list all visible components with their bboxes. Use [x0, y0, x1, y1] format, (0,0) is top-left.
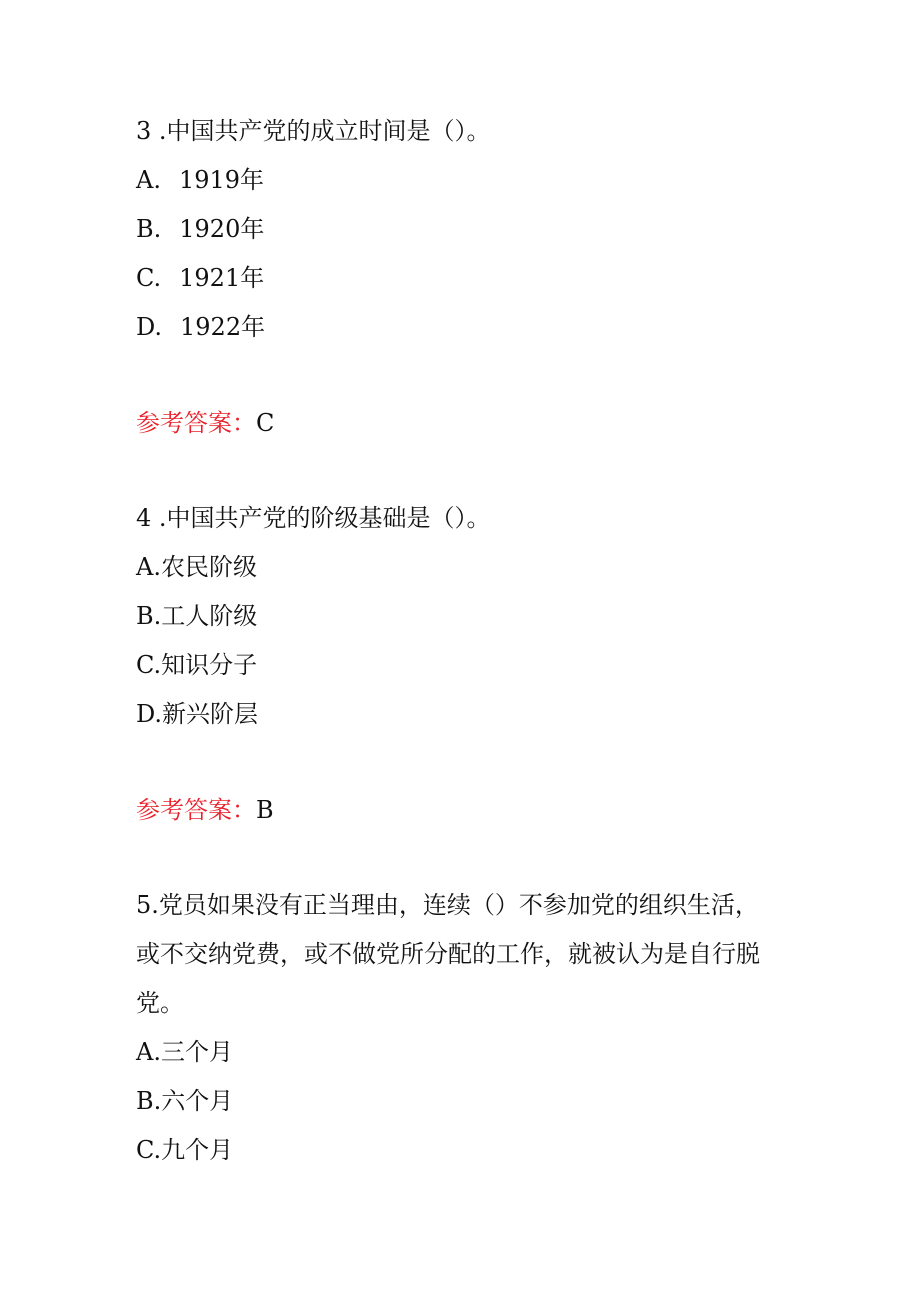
- option-letter: C.: [136, 651, 162, 679]
- question-5-option-a: [136, 1037, 233, 1067]
- question-5-stem-line-3: 党。: [136, 989, 184, 1017]
- question-3-stem: 3 .中国共产党的成立时间是（）。: [136, 117, 491, 145]
- option-letter: B.: [136, 215, 162, 243]
- question-4-stem: 4 .中国共产党的阶级基础是（）。: [136, 504, 491, 532]
- option-text: 六个月: [161, 1087, 234, 1115]
- question-3-option-b: [136, 214, 264, 244]
- answer-value: B: [256, 796, 274, 824]
- answer-value: C: [256, 409, 275, 437]
- question-3-option-d: [136, 312, 265, 342]
- question-5-stem-line-1: 5.党员如果没有正当理由，连续（）不参加党的组织生活，: [136, 891, 759, 919]
- option-letter: D.: [136, 700, 163, 728]
- option-letter: B.: [136, 602, 162, 630]
- question-3-option-a: [136, 165, 264, 195]
- option-text: 1922年: [180, 313, 266, 341]
- question-3-answer: [136, 408, 274, 438]
- question-3-option-c: [136, 263, 264, 293]
- option-letter: D.: [136, 313, 163, 341]
- question-4-option-a: [136, 552, 257, 582]
- option-text: 三个月: [160, 1038, 233, 1066]
- option-text: 新兴阶层: [162, 700, 259, 728]
- option-letter: A.: [136, 166, 161, 194]
- question-5-option-c: [136, 1135, 233, 1165]
- option-letter: C.: [136, 1136, 162, 1164]
- question-5-stem-line-2: 或不交纳党费，或不做党所分配的工作，就被认为是自行脱: [136, 940, 760, 968]
- option-letter: A.: [136, 553, 161, 581]
- question-4-answer: [136, 795, 274, 825]
- option-letter: C.: [136, 264, 162, 292]
- question-4-option-d: [136, 699, 258, 729]
- question-4-option-b: [136, 601, 257, 631]
- option-text: 1919年: [178, 166, 265, 194]
- question-5-option-b: [136, 1086, 233, 1116]
- option-letter: A.: [136, 1038, 161, 1066]
- option-text: 知识分子: [161, 651, 258, 679]
- answer-label: 参考答案：: [136, 409, 256, 437]
- option-letter: B.: [136, 1087, 162, 1115]
- option-text: 农民阶级: [160, 553, 257, 581]
- question-4-option-c: [136, 650, 257, 680]
- option-text: 1920年: [179, 215, 265, 243]
- option-text: 1921年: [179, 264, 265, 292]
- option-text: 九个月: [161, 1136, 234, 1164]
- answer-label: 参考答案：: [136, 796, 256, 824]
- option-text: 工人阶级: [161, 602, 258, 630]
